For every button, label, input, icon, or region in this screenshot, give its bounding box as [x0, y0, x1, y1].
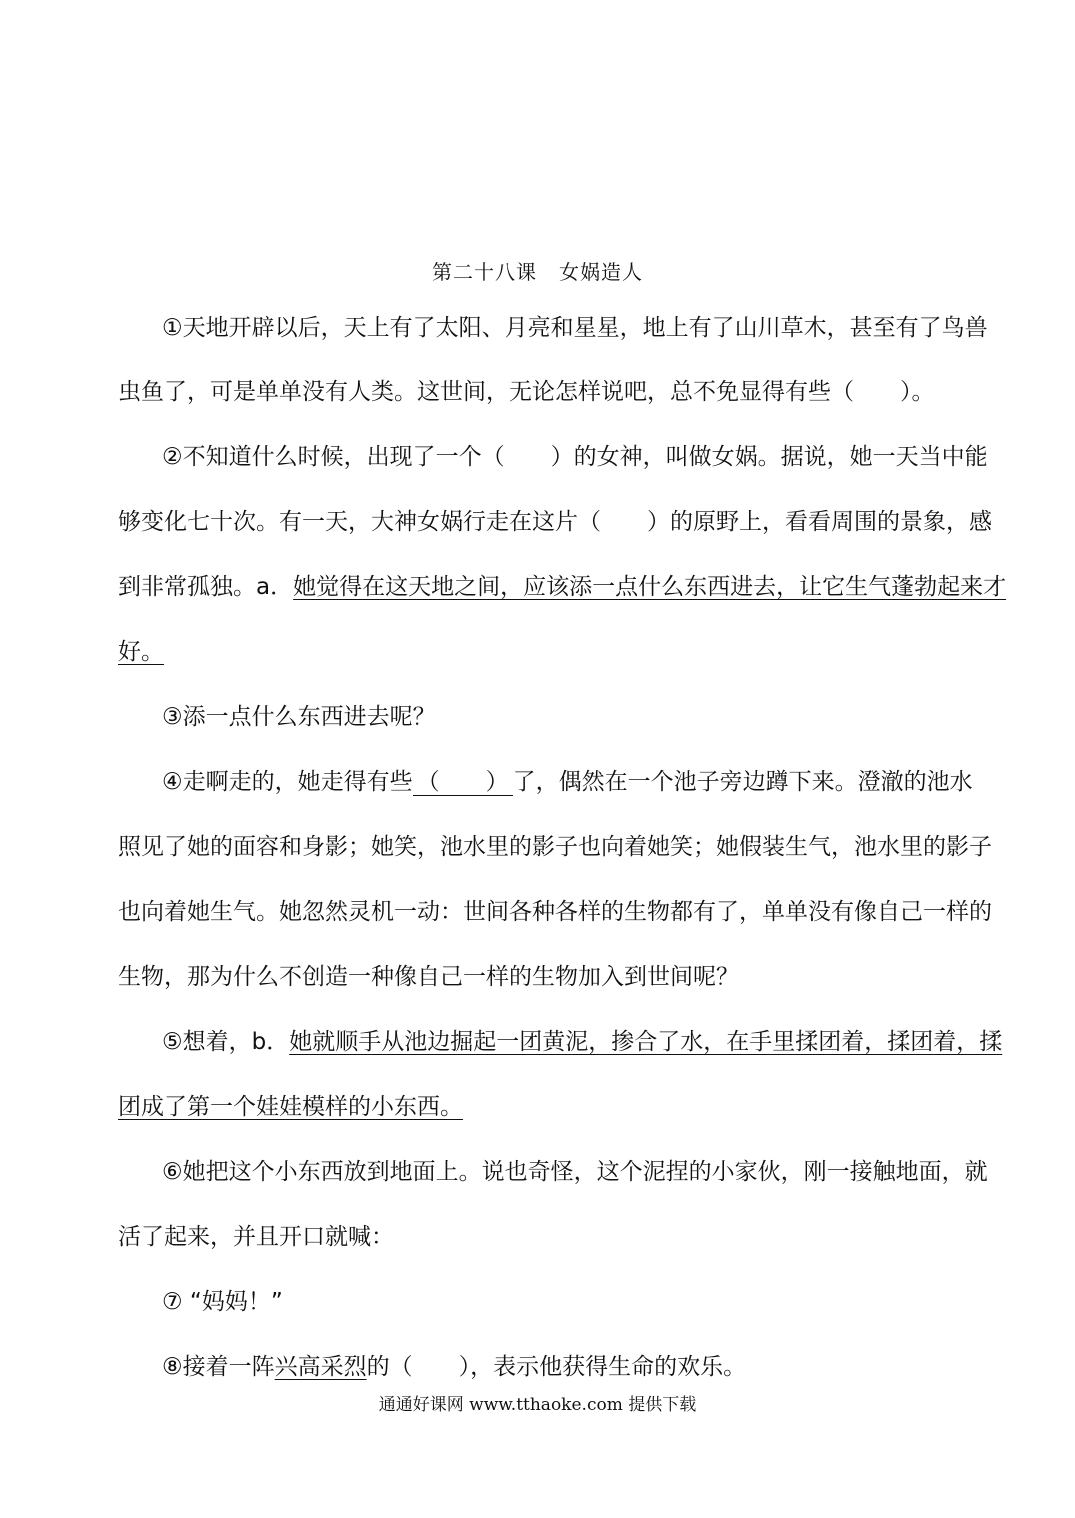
paragraph-1-line-2: 虫鱼了，可是单单没有人类。这世间，无论怎样说吧，总不免显得有些（ ）。: [118, 379, 935, 405]
sentence-a-label: 到非常孤独。a．: [118, 574, 294, 600]
underlined-sentence-b-end: 团成了第一个娃娃模样的小东西。: [118, 1094, 463, 1120]
paragraph-4-rest: 了，偶然在一个池子旁边蹲下来。澄澈的池水: [512, 769, 973, 795]
lesson-title: [0, 256, 1075, 285]
paragraph-4-start: ④走啊走的，她走得有些: [162, 769, 413, 795]
footer-credit: 通通好课网 www.tthaoke.com 提供下载: [378, 1395, 697, 1415]
paragraph-8-start: ⑧接着一阵: [162, 1354, 275, 1380]
sentence-b-label: ⑤想着，b．: [162, 1029, 290, 1055]
paragraph-2-line-4: [118, 636, 958, 668]
paragraph-6-line-1: ⑥她把这个小东西放到地面上。说也奇怪，这个泥捏的小家伙，刚一接触地面，就: [162, 1159, 988, 1185]
underlined-sentence-a: 她觉得在这天地之间，应该添一点什么东西进去，让它生气蓬勃起来才: [293, 574, 1007, 600]
paragraph-5-line-2: [118, 1091, 958, 1123]
paragraph-4-line-2: 照见了她的面容和身影；她笑，池水里的影子也向着她笑；她假装生气，池水里的影子: [118, 834, 992, 860]
lesson-number: 第二十八课: [432, 260, 537, 284]
paragraph-3: ③添一点什么东西进去呢？: [162, 704, 436, 730]
paragraph-8-rest: 的（ ），表示他获得生命的欢乐。: [366, 1354, 747, 1380]
paragraph-5-line-1: [118, 1026, 1003, 1058]
underlined-sentence-a-end: 好。: [118, 639, 164, 665]
paragraph-7: ⑦ “妈妈！”: [162, 1289, 283, 1315]
underlined-blank: （ ）: [413, 769, 513, 796]
paragraph-4-line-3: 也向着她生气。她忽然灵机一动：世间各种各样的生物都有了，单单没有像自己一样的: [118, 899, 992, 925]
paragraph-1-line-1: ①天地开辟以后，天上有了太阳、月亮和星星，地上有了山川草木，甚至有了鸟兽: [162, 315, 988, 341]
paragraph-2-line-1: ②不知道什么时候，出现了一个（ ）的女神，叫做女娲。据说，她一天当中能: [162, 444, 988, 470]
paragraph-6-line-2: 活了起来，并且开口就喊：: [118, 1224, 394, 1250]
paragraph-4-line-1: [118, 766, 973, 798]
paragraph-2-line-3: [118, 571, 1007, 603]
underlined-word: 兴高采烈: [274, 1354, 367, 1380]
underlined-sentence-b: 她就顺手从池边掘起一团黄泥，掺合了水，在手里揉团着，揉团着，揉: [289, 1029, 1003, 1055]
paragraph-4-line-4: 生物，那为什么不创造一种像自己一样的生物加入到世间呢？: [118, 964, 739, 990]
paragraph-8: [118, 1351, 958, 1383]
lesson-name: 女娲造人: [559, 260, 643, 284]
paragraph-2-line-2: 够变化七十次。有一天，大神女娲行走在这片（ ）的原野上，看看周围的景象，感: [118, 509, 992, 535]
